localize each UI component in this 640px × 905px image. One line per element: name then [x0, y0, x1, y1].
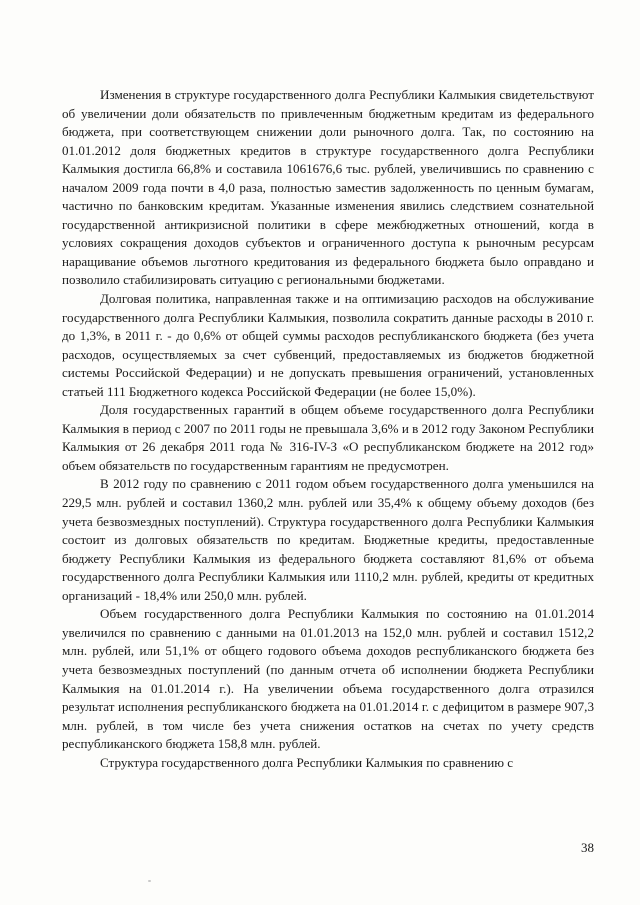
scan-speck	[148, 880, 151, 882]
paragraph-2012-debt: В 2012 году по сравнению с 2011 годом объем государственного долга уменьшился на 229,5 млн. рублей и составил 1360,2 млн. рублей или 35,4% к общему объему доходов (без учета безвозмездных поступлений). Структура государственного долга Республики Калмыкия состоит из долговых обязательств по кредитам. Бюджетные кредиты, предоставленные бюджету Республики Калмыкия из федерального бюджета составляют 81,6% от объема государственного долга Республики Калмыкия или 1110,2 млн. рублей, кредиты от кредитных организаций - 18,4% или 250,0 млн. рублей.	[62, 476, 594, 603]
document-body	[62, 86, 594, 772]
paragraph-2014-debt: Объем государственного долга Республики Калмыкия по состоянию на 01.01.2014 увеличился по сравнению с данными на 01.01.2013 на 152,0 млн. рублей и составил 1512,2 млн. рублей, или 51,1% от общего годового объема доходов республиканского бюджета без учета безвозмездных поступлений (по данным отчета об исполнении бюджета Республики Калмыкия на 01.01.2014 г.). На увеличении объема государственного долга отразился результат исполнения республиканского бюджета на 01.01.2014 г. с дефицитом в размере 907,3 млн. рублей, в том числе без учета снижения остатков на счетах по учету средств республиканского бюджета 158,8 млн. рублей.	[62, 606, 594, 752]
paragraph-state-guarantees: Доля государственных гарантий в общем объеме государственного долга Республики Калмыкия в период с 2007 по 2011 годы не превышала 3,6% и в 2012 году Законом Республики Калмыкия от 26 декабря 2011 года № 316-IV-З «О республиканском бюджете на 2012 год» объем обязательств по государственным гарантиям не предусмотрен.	[62, 402, 594, 473]
paragraph-debt-structure: Изменения в структуре государственного долга Республики Калмыкия свидетельствуют об увеличении доли обязательств по привлеченным бюджетным кредитам из федерального бюджета, при соответствующем снижении доли рыночного долга. Так, по состоянию на 01.01.2012 доля бюджетных кредитов в структуре государственного долга Республики Калмыкия достигла 66,8% и составила 1061676,6 тыс. рублей, увеличившись по сравнению с началом 2009 года почти в 4,0 раза, полностью заместив задолженность по ценным бумагам, частично по банковским кредитам. Указанные изменения явились следствием сознательной государственной антикризисной политики в сфере межбюджетных отношений, когда в условиях сокращения доходов субъектов и ограниченного доступа к рыночным ресурсам наращивание объемов льготного кредитования из федерального бюджета было оправдано и позволило стабилизировать ситуацию с региональными бюджетами.	[62, 87, 594, 288]
paragraph-structure-continued: Структура государственного долга Республики Калмыкия по сравнению с	[100, 754, 514, 770]
page-number: 38	[581, 840, 594, 855]
paragraph-debt-policy: Долговая политика, направленная также и на оптимизацию расходов на обслуживание государственного долга Республики Калмыкия, позволила сократить данные расходы в 2010 г. до 1,3%, в 2011 г. - до 0,6% от общей суммы расходов республиканского бюджета (без учета расходов, осуществляемых за счет субвенций, предоставляемых из бюджетов бюджетной системы Российской Федерации) и не допускать превышения ограничений, установленных статьей 111 Бюджетного кодекса Российской Федерации (не более 15,0%).	[62, 291, 594, 399]
